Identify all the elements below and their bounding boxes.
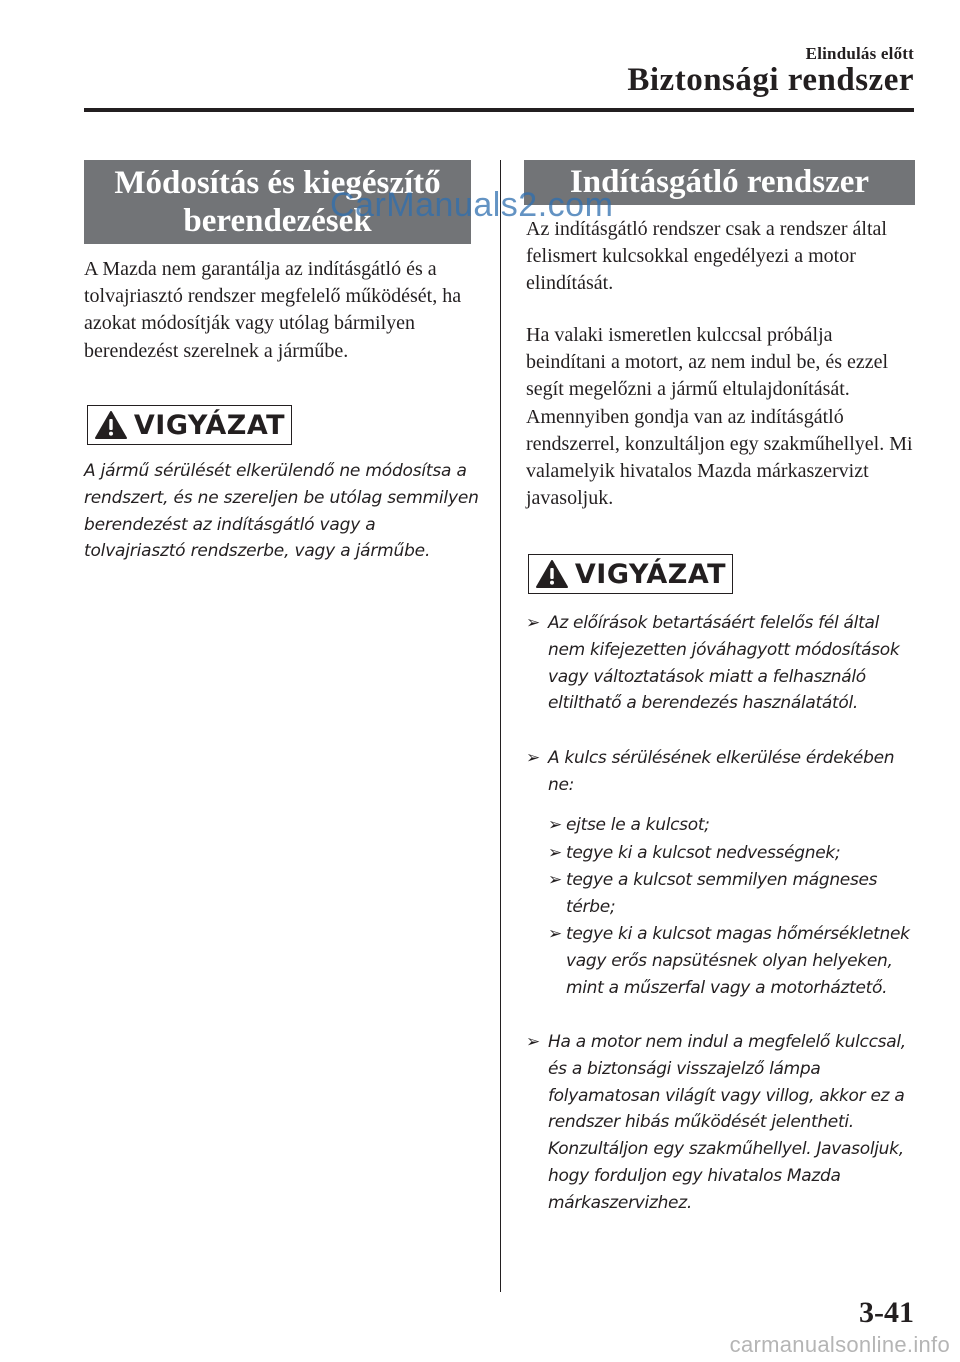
arrow-bullet-icon: ➢ [548, 843, 562, 863]
caution-sub-bullet [548, 812, 912, 839]
warning-triangle-icon [94, 410, 128, 440]
immobilizer-paragraph-1: Az indításgátló rendszer csak a rendszer által felismert kulcsokkal engedélyezi a motor elindítását. [526, 218, 887, 295]
section-heading-modification: Módosítás és kiegészítő berendezések [84, 160, 471, 244]
sub-bullet-text: tegye ki a kulcsot nedvességnek; [566, 843, 841, 863]
caution-bullet [526, 1029, 912, 1217]
caution-header [87, 405, 292, 445]
caution-label: VIGYÁZAT [574, 558, 727, 590]
bullet-text: Az előírások betartásáért felelős fél által nem kifejezetten jóváhagyott módosítások vagy változtatások miatt a felhasználó eltilthatő a berendezés használatától. [548, 613, 900, 714]
caution-label: VIGYÁZAT [133, 409, 286, 441]
warning-triangle-icon [535, 559, 569, 589]
bullet-text: Ha a motor nem indul a megfelelő kulccsal, és a biztonsági visszajelző lámpa folyamatosan világít vagy villog, akkor ez a rendszer hibás működését jelentheti. Konzultáljon egy szakműhellyel. Javasoljuk, hogy forduljon egy hivatalos Mazda márkaszervizhez. [548, 1032, 906, 1213]
arrow-bullet-icon: ➢ [526, 748, 540, 768]
chapter-label: Elindulás előtt [805, 44, 914, 63]
header-rule [84, 108, 914, 112]
caution-sub-bullet [548, 921, 912, 1001]
caution-bullet [526, 610, 912, 717]
caution-bullet [526, 745, 912, 799]
immobilizer-paragraph-2: Ha valaki ismeretlen kulccsal próbálja beindítani a motort, az nem indul be, és ezzel segít megelőzni a jármű eltulajdonítását. Amennyiben gondja van az indításgátló rendszerrel, konzultáljon egy szakműhellyel. Mi valamelyik hivatalos Mazda márkaszervizt javasoljuk. [526, 324, 913, 510]
section-heading-immobilizer: Indításgátló rendszer [524, 160, 915, 205]
arrow-bullet-icon: ➢ [548, 924, 562, 944]
sub-bullet-text: tegye ki a kulcsot magas hőmérsékletnek vagy erős napsütésnek olyan helyeken, mint a műszerfal vagy a motorháztető. [566, 924, 910, 998]
arrow-bullet-icon: ➢ [548, 870, 562, 890]
arrow-bullet-icon: ➢ [526, 613, 540, 633]
page-title: Biztonsági rendszer [627, 62, 914, 98]
column-divider [500, 160, 501, 1292]
modification-paragraph: A Mazda nem garantálja az indításgátló és a tolvajriasztó rendszer megfelelő működését, ha azokat módosítják vagy utólag bármilyen berendezést szerelnek a járműbe. [84, 258, 462, 362]
sub-bullet-text: ejtse le a kulcsot; [566, 815, 710, 835]
caution-header [528, 554, 733, 594]
caution-sub-bullet [548, 840, 912, 867]
bullet-text: A kulcs sérülésének elkerülése érdekében ne: [548, 748, 895, 795]
caution-sub-bullet [548, 867, 912, 921]
caution-text: A jármű sérülését elkerülendő ne módosítsa a rendszert, és ne szereljen be utólag semmilyen berendezést az indításgátló vagy a tolvajriasztó rendszerbe, vagy a járműbe. [84, 461, 479, 562]
watermark-carmanualsonline: carmanualsonline.info [729, 1332, 950, 1357]
arrow-bullet-icon: ➢ [526, 1032, 540, 1052]
sub-bullet-text: tegye a kulcsot semmilyen mágneses térbe; [566, 870, 878, 917]
arrow-bullet-icon: ➢ [548, 815, 562, 835]
watermark-carmanuals2: CarManuals2.com [330, 186, 614, 224]
page-number: 3-41 [859, 1296, 914, 1329]
